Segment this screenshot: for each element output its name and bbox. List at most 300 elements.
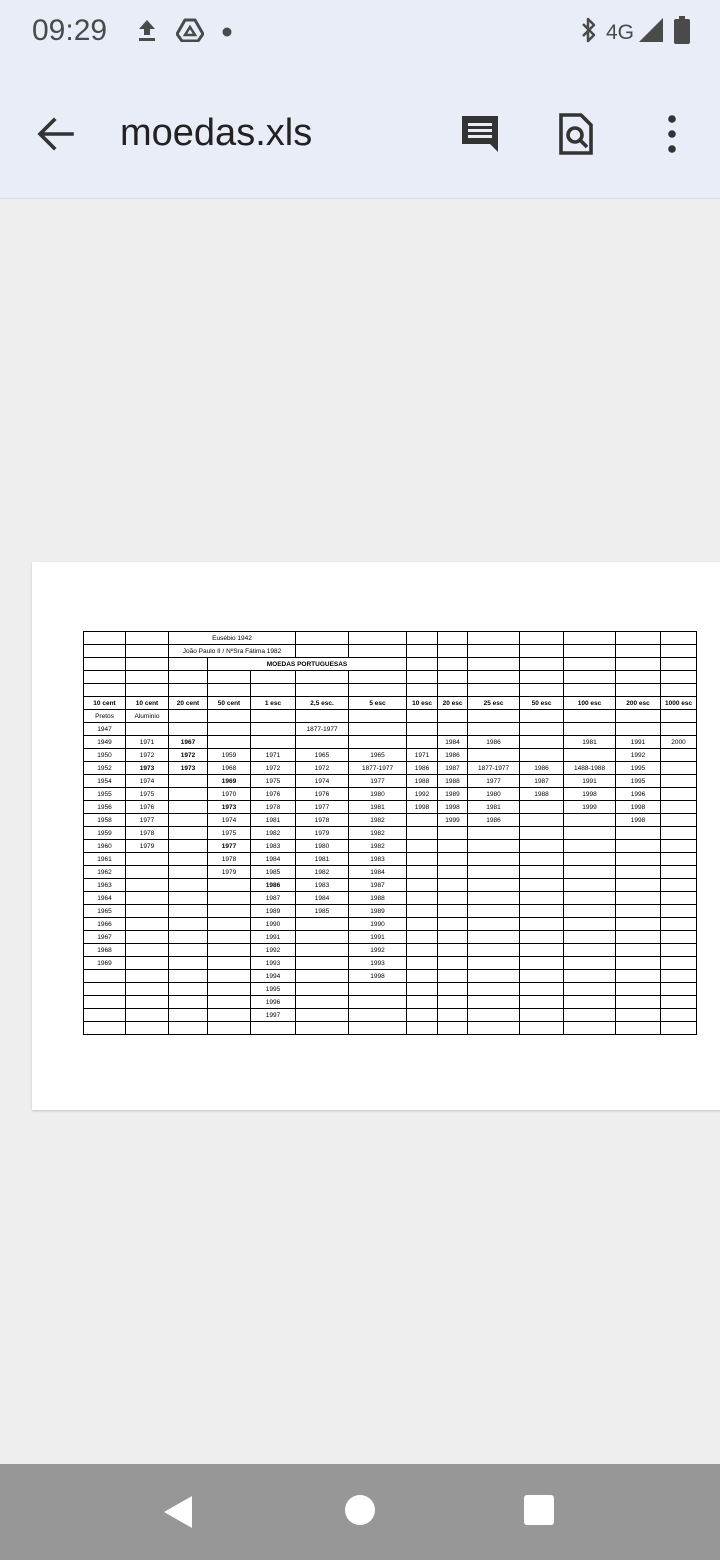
column-subheader xyxy=(407,710,438,723)
table-cell xyxy=(616,983,661,996)
table-cell: 1974 xyxy=(126,775,169,788)
table-cell: 1976 xyxy=(296,788,349,801)
table-cell: 1984 xyxy=(296,892,349,905)
sheet-cell xyxy=(84,671,126,684)
table-cell xyxy=(407,827,438,840)
table-cell xyxy=(84,1022,126,1035)
sheet-row xyxy=(84,723,697,736)
table-cell xyxy=(564,879,616,892)
table-cell xyxy=(126,944,169,957)
note-cell: João Paulo II / NºSra Fátima 1982 xyxy=(169,645,296,658)
table-cell xyxy=(661,853,697,866)
comment-button[interactable] xyxy=(458,112,502,156)
table-cell: 1976 xyxy=(126,801,169,814)
table-cell xyxy=(296,983,349,996)
table-cell xyxy=(169,723,208,736)
column-subheader xyxy=(661,710,697,723)
table-cell: 1995 xyxy=(616,762,661,775)
table-cell xyxy=(84,1009,126,1022)
table-cell xyxy=(407,853,438,866)
more-options-button[interactable] xyxy=(650,112,694,156)
table-cell xyxy=(564,827,616,840)
table-cell: 1999 xyxy=(564,801,616,814)
column-header: 10 esc xyxy=(407,697,438,710)
table-cell xyxy=(468,853,520,866)
column-subheader xyxy=(616,710,661,723)
table-cell xyxy=(208,996,251,1009)
column-subheader xyxy=(208,710,251,723)
column-subheader: Aluminio xyxy=(126,710,169,723)
table-cell xyxy=(169,788,208,801)
sheet-cell xyxy=(407,645,438,658)
nav-home-button[interactable] xyxy=(344,1494,376,1531)
table-cell xyxy=(520,918,564,931)
sheet-cell xyxy=(438,632,468,645)
table-cell: 1975 xyxy=(126,788,169,801)
table-cell xyxy=(208,983,251,996)
table-cell: 1987 xyxy=(438,762,468,775)
sheet-cell xyxy=(296,671,349,684)
table-cell: 1978 xyxy=(251,801,296,814)
table-cell: 1981 xyxy=(349,801,407,814)
more-vert-icon xyxy=(650,112,694,156)
column-header: 5 esc xyxy=(349,697,407,710)
table-cell: 1973 xyxy=(126,762,169,775)
table-cell xyxy=(84,983,126,996)
sheet-cell xyxy=(564,632,616,645)
table-cell xyxy=(661,983,697,996)
table-cell: 1983 xyxy=(296,879,349,892)
table-cell: 1958 xyxy=(84,814,126,827)
table-cell: 1975 xyxy=(251,775,296,788)
column-subheader xyxy=(468,710,520,723)
sheet-cell xyxy=(251,684,296,697)
table-cell xyxy=(438,983,468,996)
table-cell xyxy=(208,736,251,749)
table-cell: 1989 xyxy=(251,905,296,918)
table-cell xyxy=(407,736,438,749)
app-bar xyxy=(0,70,720,199)
table-cell xyxy=(468,1022,520,1035)
table-cell: 1971 xyxy=(126,736,169,749)
table-cell: 1877-1977 xyxy=(296,723,349,736)
table-cell: 1982 xyxy=(296,866,349,879)
table-cell xyxy=(438,840,468,853)
sheet-cell xyxy=(349,632,407,645)
table-cell xyxy=(126,983,169,996)
table-cell: 1984 xyxy=(438,736,468,749)
table-cell xyxy=(407,970,438,983)
table-cell xyxy=(564,814,616,827)
table-cell xyxy=(661,801,697,814)
table-cell: 1982 xyxy=(251,827,296,840)
table-cell: 1993 xyxy=(251,957,296,970)
table-cell xyxy=(438,957,468,970)
table-cell xyxy=(407,866,438,879)
table-cell xyxy=(661,723,697,736)
table-cell xyxy=(349,996,407,1009)
table-cell: 1976 xyxy=(251,788,296,801)
table-cell: 1965 xyxy=(296,749,349,762)
table-cell xyxy=(407,983,438,996)
table-cell xyxy=(169,801,208,814)
table-cell xyxy=(169,970,208,983)
sheet-row xyxy=(84,866,697,879)
table-cell xyxy=(564,1022,616,1035)
sheet-cell xyxy=(407,658,438,671)
column-subheader: Pretos xyxy=(84,710,126,723)
table-cell xyxy=(616,827,661,840)
table-cell xyxy=(126,905,169,918)
table-cell xyxy=(407,892,438,905)
table-cell: 1978 xyxy=(126,827,169,840)
file-title: moedas.xls xyxy=(120,112,313,154)
table-cell: 1990 xyxy=(349,918,407,931)
sheet-cell xyxy=(616,632,661,645)
status-time: 09:29 xyxy=(32,14,108,47)
table-cell xyxy=(564,957,616,970)
sheet-cell xyxy=(251,671,296,684)
table-cell xyxy=(520,840,564,853)
sheet-cell xyxy=(564,645,616,658)
find-in-page-button[interactable] xyxy=(556,112,600,156)
table-cell: 1955 xyxy=(84,788,126,801)
sheet-cell xyxy=(84,632,126,645)
table-cell xyxy=(661,996,697,1009)
sheet-cell xyxy=(407,632,438,645)
table-cell xyxy=(126,996,169,1009)
table-cell xyxy=(468,931,520,944)
table-cell: 1990 xyxy=(251,918,296,931)
table-cell xyxy=(169,892,208,905)
network-type: 4G xyxy=(605,20,634,44)
sheet-cell xyxy=(349,684,407,697)
table-cell xyxy=(564,749,616,762)
nav-back-button[interactable] xyxy=(162,1494,194,1535)
table-cell: 1987 xyxy=(520,775,564,788)
table-cell: 1961 xyxy=(84,853,126,866)
table-cell xyxy=(661,892,697,905)
table-cell xyxy=(616,905,661,918)
table-cell xyxy=(407,931,438,944)
table-cell: 1983 xyxy=(251,840,296,853)
table-cell xyxy=(438,866,468,879)
table-cell xyxy=(169,879,208,892)
table-cell xyxy=(438,905,468,918)
table-cell: 1993 xyxy=(349,957,407,970)
table-cell xyxy=(438,918,468,931)
table-cell xyxy=(126,1009,169,1022)
sheet-cell xyxy=(616,645,661,658)
table-cell xyxy=(208,723,251,736)
table-cell: 1959 xyxy=(208,749,251,762)
sheet-cell xyxy=(468,632,520,645)
column-subheader xyxy=(520,710,564,723)
table-cell xyxy=(468,918,520,931)
table-cell: 1986 xyxy=(407,762,438,775)
table-cell xyxy=(564,840,616,853)
table-cell xyxy=(407,879,438,892)
sheet-cell xyxy=(520,658,564,671)
sheet-cell xyxy=(438,671,468,684)
table-cell: 1998 xyxy=(438,801,468,814)
column-subheader xyxy=(251,710,296,723)
table-cell: 1954 xyxy=(84,775,126,788)
table-cell: 1959 xyxy=(84,827,126,840)
table-cell xyxy=(520,1022,564,1035)
table-cell xyxy=(616,931,661,944)
table-cell xyxy=(616,996,661,1009)
sheet-cell xyxy=(407,684,438,697)
table-cell xyxy=(564,892,616,905)
column-header: 1000 esc xyxy=(661,697,697,710)
table-cell xyxy=(661,762,697,775)
table-cell xyxy=(438,996,468,1009)
coin-table xyxy=(83,631,697,1035)
sheet-cell xyxy=(616,671,661,684)
table-cell xyxy=(208,879,251,892)
table-cell: 1965 xyxy=(84,905,126,918)
table-cell: 1963 xyxy=(84,879,126,892)
sheet-row xyxy=(84,827,697,840)
sheet-row xyxy=(84,983,697,996)
table-cell: 1984 xyxy=(349,866,407,879)
table-cell: 1974 xyxy=(208,814,251,827)
table-cell xyxy=(661,827,697,840)
table-cell: 1986 xyxy=(251,879,296,892)
table-cell: 1992 xyxy=(616,749,661,762)
table-cell xyxy=(169,996,208,1009)
table-cell xyxy=(407,905,438,918)
table-cell: 1988 xyxy=(438,775,468,788)
table-cell xyxy=(661,944,697,957)
table-cell: 1982 xyxy=(349,814,407,827)
table-cell: 1981 xyxy=(296,853,349,866)
table-cell: 1972 xyxy=(296,762,349,775)
table-cell xyxy=(169,866,208,879)
sheet-cell xyxy=(169,658,208,671)
sheet-cell xyxy=(520,684,564,697)
table-cell: 1970 xyxy=(208,788,251,801)
table-cell xyxy=(296,1009,349,1022)
table-cell xyxy=(661,1009,697,1022)
sheet-cell xyxy=(468,658,520,671)
table-cell xyxy=(661,970,697,983)
table-cell xyxy=(564,996,616,1009)
table-cell xyxy=(349,723,407,736)
table-cell xyxy=(169,1009,208,1022)
table-cell: 1969 xyxy=(84,957,126,970)
table-cell xyxy=(407,840,438,853)
table-cell: 1998 xyxy=(616,814,661,827)
table-cell xyxy=(208,957,251,970)
table-cell: 1986 xyxy=(468,736,520,749)
signal-icon xyxy=(638,17,664,48)
table-cell: 1967 xyxy=(169,736,208,749)
sheet-row xyxy=(84,944,697,957)
sheet-cell xyxy=(169,671,208,684)
table-cell xyxy=(564,983,616,996)
table-cell xyxy=(564,931,616,944)
table-cell xyxy=(349,736,407,749)
table-cell xyxy=(438,853,468,866)
sheet-cell xyxy=(84,645,126,658)
table-cell xyxy=(296,918,349,931)
table-cell xyxy=(468,879,520,892)
table-cell: 1972 xyxy=(169,749,208,762)
table-cell xyxy=(349,1009,407,1022)
table-cell: 1983 xyxy=(349,853,407,866)
table-cell xyxy=(296,970,349,983)
table-cell xyxy=(520,1009,564,1022)
table-cell xyxy=(126,879,169,892)
table-cell: 1994 xyxy=(251,970,296,983)
table-cell: 1949 xyxy=(84,736,126,749)
table-cell xyxy=(169,840,208,853)
table-cell xyxy=(520,853,564,866)
table-cell xyxy=(438,1022,468,1035)
nav-recents-button[interactable] xyxy=(523,1494,555,1531)
table-cell xyxy=(126,970,169,983)
sheet-row xyxy=(84,788,697,801)
table-cell: 1997 xyxy=(251,1009,296,1022)
table-cell xyxy=(661,957,697,970)
sheet-cell xyxy=(126,658,169,671)
sheet-cell xyxy=(126,645,169,658)
status-bar xyxy=(0,0,720,70)
sheet-row xyxy=(84,684,697,697)
column-header: 1 esc xyxy=(251,697,296,710)
table-cell: 2000 xyxy=(661,736,697,749)
table-cell xyxy=(520,879,564,892)
table-cell: 1980 xyxy=(296,840,349,853)
table-cell: 1982 xyxy=(349,827,407,840)
table-cell: 1974 xyxy=(296,775,349,788)
table-cell xyxy=(661,931,697,944)
table-cell: 1987 xyxy=(251,892,296,905)
back-button[interactable] xyxy=(36,114,76,154)
column-header: 200 esc xyxy=(616,697,661,710)
table-cell: 1966 xyxy=(84,918,126,931)
table-cell: 1977 xyxy=(296,801,349,814)
table-cell: 1998 xyxy=(349,970,407,983)
table-cell: 1972 xyxy=(126,749,169,762)
home-circle-icon xyxy=(344,1494,376,1526)
table-cell xyxy=(520,814,564,827)
table-cell xyxy=(169,814,208,827)
table-cell xyxy=(208,944,251,957)
table-cell xyxy=(438,970,468,983)
sheet-cell xyxy=(349,671,407,684)
table-cell xyxy=(616,723,661,736)
sheet-row xyxy=(84,996,697,1009)
table-cell xyxy=(169,827,208,840)
table-cell xyxy=(520,866,564,879)
table-cell xyxy=(208,892,251,905)
table-cell xyxy=(661,879,697,892)
table-cell xyxy=(468,957,520,970)
table-cell xyxy=(520,749,564,762)
table-cell xyxy=(564,1009,616,1022)
table-cell xyxy=(349,983,407,996)
table-cell: 1981 xyxy=(251,814,296,827)
table-cell: 1991 xyxy=(564,775,616,788)
table-cell: 1877-1977 xyxy=(349,762,407,775)
drive-icon xyxy=(176,18,204,47)
table-cell: 1988 xyxy=(520,788,564,801)
table-cell xyxy=(520,905,564,918)
table-cell xyxy=(616,1009,661,1022)
sheet-cell xyxy=(126,684,169,697)
sheet-cell xyxy=(616,658,661,671)
comment-icon xyxy=(458,112,502,156)
table-cell xyxy=(169,905,208,918)
table-cell: 1998 xyxy=(407,801,438,814)
table-cell xyxy=(468,723,520,736)
table-cell xyxy=(468,996,520,1009)
table-cell: 1980 xyxy=(349,788,407,801)
table-cell: 1980 xyxy=(468,788,520,801)
table-cell xyxy=(468,866,520,879)
spreadsheet-page xyxy=(32,562,720,1110)
table-cell: 1999 xyxy=(438,814,468,827)
sheet-cell xyxy=(564,684,616,697)
recents-square-icon xyxy=(523,1494,555,1526)
table-cell: 1979 xyxy=(126,840,169,853)
sheet-cell xyxy=(169,684,208,697)
table-cell xyxy=(407,1009,438,1022)
table-cell xyxy=(616,853,661,866)
sheet-cell xyxy=(126,632,169,645)
table-cell xyxy=(564,905,616,918)
table-cell xyxy=(616,970,661,983)
table-cell xyxy=(468,749,520,762)
table-cell: 1977 xyxy=(349,775,407,788)
sheet-cell xyxy=(564,658,616,671)
sheet-row xyxy=(84,749,697,762)
table-cell xyxy=(169,1022,208,1035)
table-cell xyxy=(438,723,468,736)
table-cell xyxy=(126,1022,169,1035)
column-subheader xyxy=(564,710,616,723)
find-in-page-icon xyxy=(556,112,596,156)
table-cell xyxy=(169,944,208,957)
table-cell xyxy=(468,840,520,853)
table-cell: 1998 xyxy=(616,801,661,814)
column-header: 10 cent xyxy=(84,697,126,710)
table-cell: 1995 xyxy=(616,775,661,788)
sheet-row xyxy=(84,775,697,788)
sheet-row xyxy=(84,840,697,853)
table-cell xyxy=(564,944,616,957)
table-cell: 1996 xyxy=(616,788,661,801)
sheet-cell xyxy=(661,684,697,697)
sheet-row xyxy=(84,905,697,918)
table-cell: 1979 xyxy=(208,866,251,879)
sheet-cell xyxy=(564,671,616,684)
table-cell: 1975 xyxy=(208,827,251,840)
table-cell xyxy=(616,840,661,853)
battery-icon xyxy=(674,16,690,49)
table-cell: 1991 xyxy=(251,931,296,944)
sheet-row xyxy=(84,918,697,931)
table-cell: 1965 xyxy=(349,749,407,762)
table-cell: 1971 xyxy=(251,749,296,762)
table-cell xyxy=(84,996,126,1009)
sheet-cell xyxy=(661,658,697,671)
table-cell: 1989 xyxy=(438,788,468,801)
table-cell: 1977 xyxy=(126,814,169,827)
